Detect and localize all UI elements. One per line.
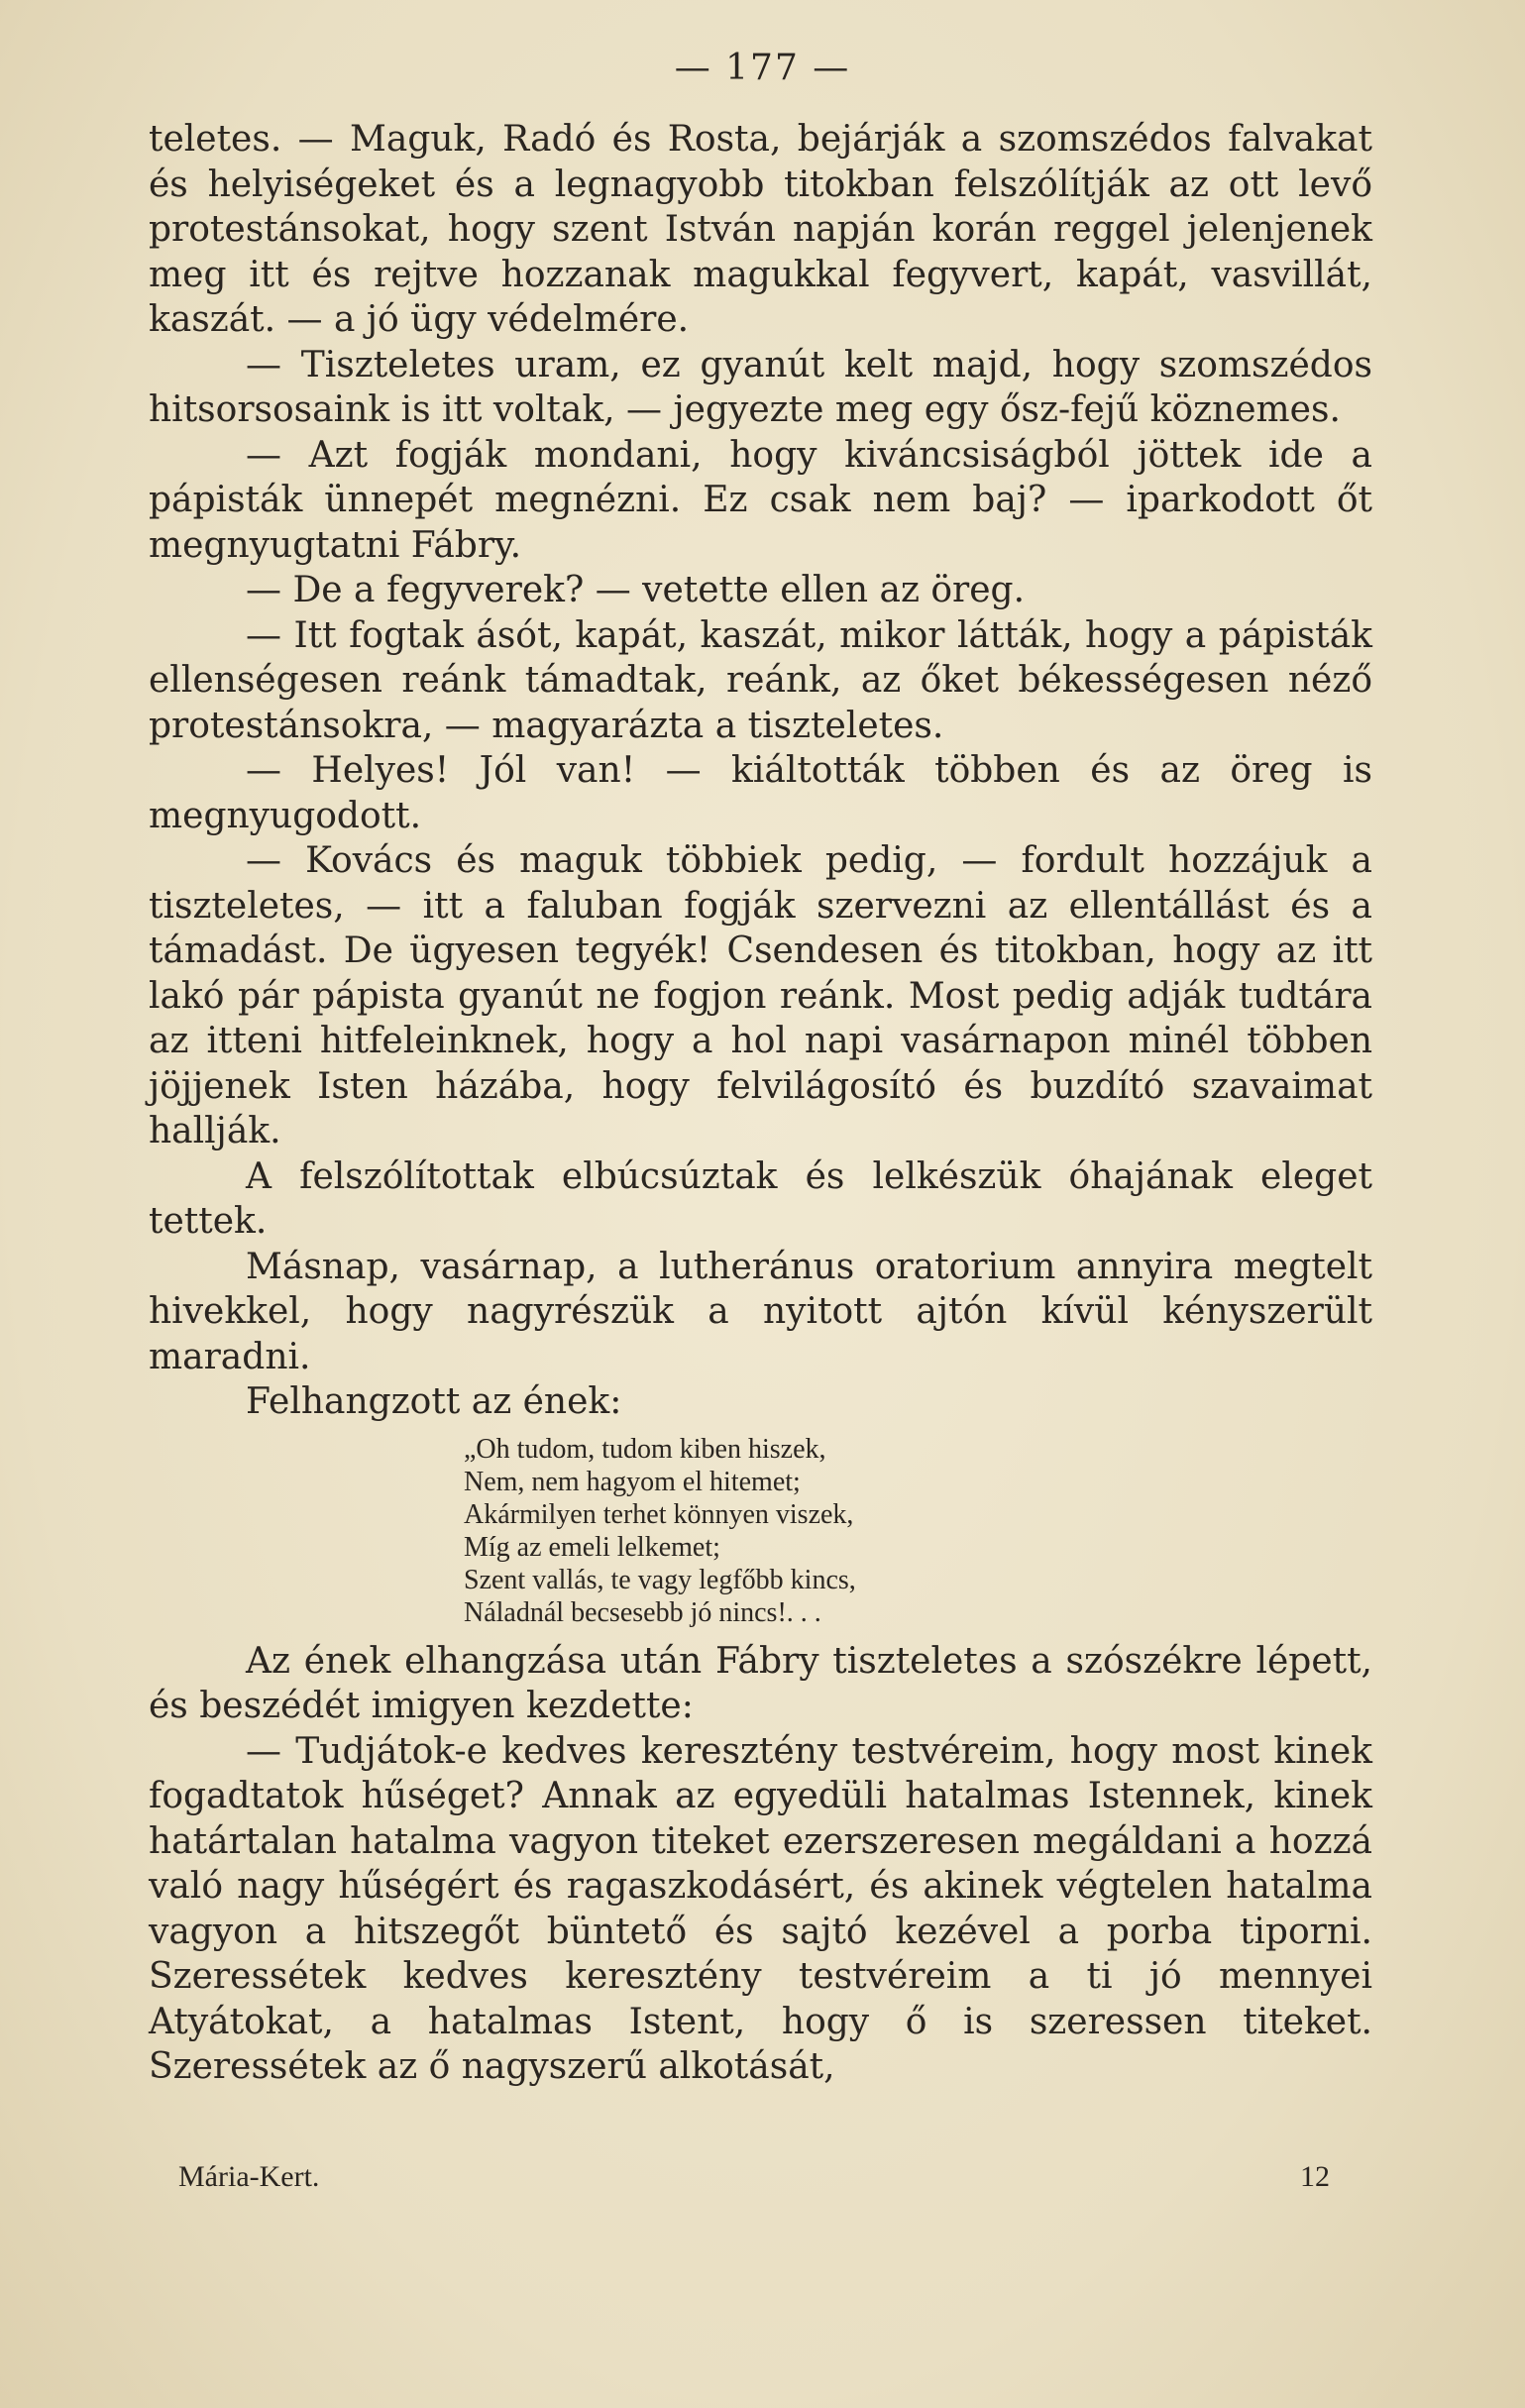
paragraph: A felszólítottak elbúcsúztak és lelkészük óhajának eleget tettek. <box>149 1155 1372 1242</box>
paragraph: — Tiszteletes uram, ez gyanút kelt majd, hogy szomszédos hitsorsosaink is itt voltak, — jegyezte meg egy ősz-fejű köznemes. <box>149 344 1372 430</box>
paragraph: — Kovács és maguk többiek pedig, — fordult hozzájuk a tiszteletes, — itt a faluban fogják szervezni az ellentállást és a támadást. De ügyesen tegyék! Csendesen és titokban, hogy az itt lakó pár pápista gyanút ne fogjon reánk. Most pedig adják tudtára az itteni hitfeleinknek, hogy a hol napi vasárnapon minél többen jöjjenek Isten házába, hogy felvilágosító és buzdító szavaimat hallják. <box>149 840 1372 1151</box>
signature-mark: 12 <box>1300 2160 1330 2193</box>
page-number-header: — 177 — <box>674 48 851 88</box>
paragraph: Felhangzott az ének: <box>246 1381 622 1422</box>
paragraphs-before-poem <box>149 117 1372 1425</box>
poem-line: Míg az emeli lelkemet; <box>464 1531 720 1563</box>
poem-line: Szent vallás, te vagy legfőbb kincs, <box>464 1564 856 1595</box>
paragraph: — Tudjátok-e kedves keresztény testvéreim, hogy most kinek fogadtatok hűséget? Annak az egyedüli hatalmas Istennek, kinek határtalan hatalma vagyon titeket ezerszeresen megáldani a hozzá való nagy hűségért és ragaszkodásért, és akinek végtelen hatalma vagyon a hitszegőt büntető és sajtó kezével a porba tiporni. Szeressétek kedves keresztény testvéreim a ti jó mennyei Atyátokat, a hatalmas Istent, hogy ő is szeressen titeket. Szeressétek az ő nagyszerű alkotását, <box>149 1730 1372 2087</box>
poem-line: Akármilyen terhet könnyen viszek, <box>464 1498 854 1530</box>
paragraph: — Itt fogtak ásót, kapát, kaszát, mikor látták, hogy a pápisták ellenségesen reánk támadtak, reánk, az őket békességesen néző protestánsokra, — magyarázta a tiszteletes. <box>149 614 1372 746</box>
paragraph: — De a fegyverek? — vetette ellen az öreg. <box>246 570 1026 610</box>
paragraph: Másnap, vasárnap, a lutheránus oratorium annyira megtelt hivekkel, hogy nagyrészük a nyitott ajtón kívül kényszerült maradni. <box>149 1246 1372 1377</box>
book-title-footer: Mária-Kert. <box>178 2160 320 2193</box>
paragraphs-after-poem <box>149 1639 1372 2090</box>
poem-line: „Oh tudom, tudom kiben hiszek, <box>464 1433 826 1465</box>
paragraph: teletes. — Maguk, Radó és Rosta, bejárják a szomszédos falvakat és helyiségeket és a legnagyobb titokban felszólítják az ott levő protestánsokat, hogy szent István napján korán reggel jelenjenek meg itt és rejtve hozzanak magukkal fegyvert, kapát, vasvillát, kaszát. — a jó ügy védelmére. <box>149 119 1372 340</box>
paragraph: Az ének elhangzása után Fábry tiszteletes a szószékre lépett, és beszédét imigyen kezdette: <box>149 1640 1372 1726</box>
poem-block <box>464 1433 1372 1629</box>
paragraph: — Helyes! Jól van! — kiáltották többen és az öreg is megnyugodott. <box>149 750 1372 836</box>
poem-line: Nem, nem hagyom el hitemet; <box>464 1466 801 1497</box>
paragraph: — Azt fogják mondani, hogy kiváncsiságból jöttek ide a pápisták ünnepét megnézni. Ez csak nem baj? — iparkodott őt megnyugtatni Fábry. <box>149 434 1372 566</box>
body-text <box>149 117 1372 2090</box>
poem-line: Náladnál becsesebb jó nincs!. . . <box>464 1596 821 1628</box>
